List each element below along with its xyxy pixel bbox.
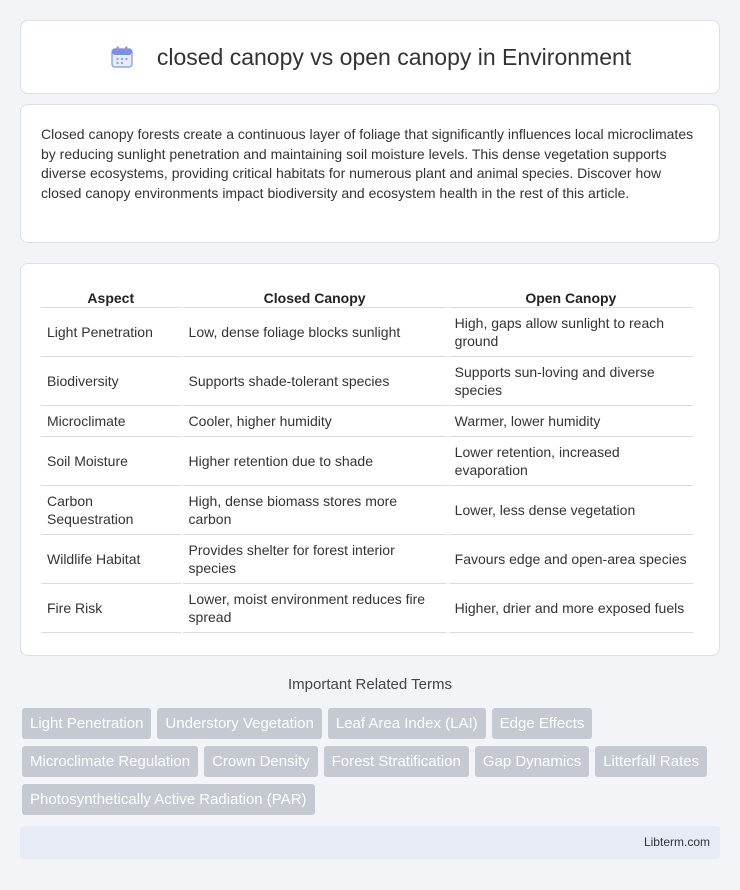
related-term-tag[interactable]: Microclimate Regulation <box>22 746 198 777</box>
related-term-tag[interactable]: Light Penetration <box>22 708 151 739</box>
related-terms-list <box>22 708 722 815</box>
table-cell: Carbon Sequestration <box>41 486 181 535</box>
table-cell: High, gaps allow sunlight to reach ground <box>449 308 693 357</box>
footer <box>20 826 720 859</box>
table-cell: Lower, less dense vegetation <box>449 486 693 535</box>
table-row <box>41 584 693 633</box>
column-header-closed-canopy: Closed Canopy <box>183 284 447 308</box>
table-cell: Supports shade-tolerant species <box>183 357 447 406</box>
related-term-tag[interactable]: Forest Stratification <box>324 746 469 777</box>
table-cell: Lower retention, increased evaporation <box>449 437 693 486</box>
table-row <box>41 437 693 486</box>
table-cell: Provides shelter for forest interior species <box>183 535 447 584</box>
table-cell: High, dense biomass stores more carbon <box>183 486 447 535</box>
related-term-tag[interactable]: Crown Density <box>204 746 318 777</box>
table-cell: Fire Risk <box>41 584 181 633</box>
table-cell: Soil Moisture <box>41 437 181 486</box>
related-terms-heading: Important Related Terms <box>288 676 452 693</box>
table-row <box>41 406 693 437</box>
table-row <box>41 308 693 357</box>
column-header-aspect: Aspect <box>41 284 181 308</box>
related-term-tag[interactable]: Photosynthetically Active Radiation (PAR) <box>22 784 315 815</box>
comparison-table <box>39 284 695 633</box>
page-title: closed canopy vs open canopy in Environment <box>156 43 632 70</box>
table-cell: Cooler, higher humidity <box>183 406 447 437</box>
intro-card <box>20 104 720 243</box>
comparison-card <box>20 263 720 656</box>
table-cell: Warmer, lower humidity <box>449 406 693 437</box>
related-term-tag[interactable]: Edge Effects <box>492 708 593 739</box>
table-header-row <box>41 284 693 308</box>
column-header-open-canopy: Open Canopy <box>449 284 693 308</box>
footer-site-link[interactable]: Libterm.com <box>643 835 710 849</box>
title-wrap <box>109 44 631 71</box>
table-cell: Lower, moist environment reduces fire spread <box>183 584 447 633</box>
table-cell: Microclimate <box>41 406 181 437</box>
related-term-tag[interactable]: Leaf Area Index (LAI) <box>328 708 486 739</box>
table-cell: Higher retention due to shade <box>183 437 447 486</box>
table-cell: Wildlife Habitat <box>41 535 181 584</box>
table-row <box>41 357 693 406</box>
table-row <box>41 535 693 584</box>
table-cell: Higher, drier and more exposed fuels <box>449 584 693 633</box>
intro-paragraph: Closed canopy forests create a continuous layer of foliage that significantly influences local microclimates by reducing sunlight penetration and maintaining soil moisture levels. This dense vegetation supports diverse ecosystems, providing critical habitats for numerous plant and animal species. Discover how closed canopy environments impact biodiversity and ecosystem health in the rest of this article. <box>41 126 694 201</box>
table-cell: Light Penetration <box>41 308 181 357</box>
table-row <box>41 486 693 535</box>
table-cell: Biodiversity <box>41 357 181 406</box>
related-term-tag[interactable]: Understory Vegetation <box>157 708 321 739</box>
calendar-icon <box>109 44 135 70</box>
table-cell: Supports sun-loving and diverse species <box>449 357 693 406</box>
related-term-tag[interactable]: Gap Dynamics <box>475 746 589 777</box>
table-cell: Favours edge and open-area species <box>449 535 693 584</box>
title-card <box>20 20 720 94</box>
table-cell: Low, dense foliage blocks sunlight <box>183 308 447 357</box>
related-term-tag[interactable]: Litterfall Rates <box>595 746 707 777</box>
